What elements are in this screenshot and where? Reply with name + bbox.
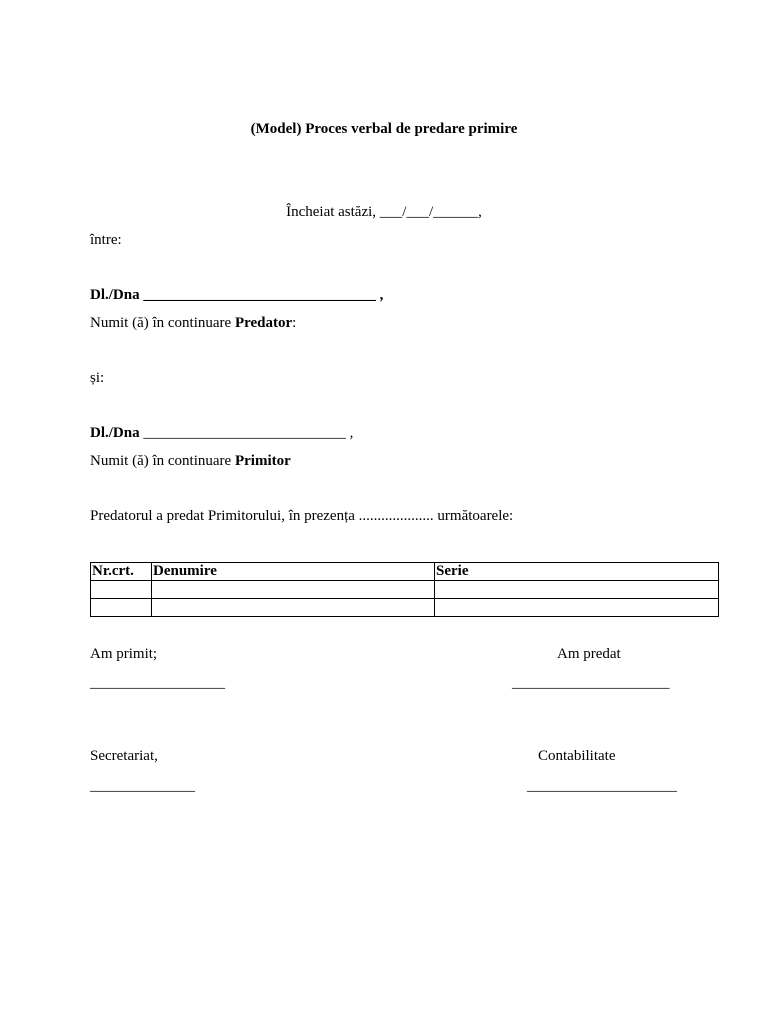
header-denumire: Denumire: [152, 563, 435, 581]
secretariat-signature-line: ______________: [90, 778, 195, 794]
table-cell-nr-crt: [91, 599, 152, 617]
table-row: [91, 599, 719, 617]
table-cell-denumire: [152, 599, 435, 617]
primitor-role-line: [90, 452, 291, 470]
si-label: și:: [90, 370, 105, 386]
primitor-name-line: [90, 424, 353, 442]
table-cell-serie: [435, 581, 719, 599]
contabilitate-label: Contabilitate: [538, 748, 616, 764]
table-row: [91, 581, 719, 599]
table-cell-denumire: [152, 581, 435, 599]
items-table: [90, 562, 719, 617]
predator-role: Predator: [234, 315, 293, 331]
document-title: (Model) Proces verbal de predare primire: [250, 121, 518, 137]
predator-name-line: [90, 286, 383, 304]
predator-numit-text: Numit (ă) în continuare: [90, 315, 235, 331]
header-serie: Serie: [435, 563, 719, 581]
am-predat-signature-line: _____________________: [512, 675, 670, 691]
header-nr-crt: Nr.crt.: [91, 563, 152, 581]
handover-statement: Predatorul a predat Primitorului, în prezența .................... următoarele:: [90, 508, 514, 524]
primitor-name-blank: ___________________________ ,: [139, 425, 354, 441]
primitor-prefix: Dl./Dna: [90, 425, 140, 441]
predator-role-line: [90, 314, 296, 332]
am-primit-signature-line: __________________: [90, 675, 225, 691]
predator-role-suffix: :: [292, 315, 297, 331]
secretariat-label: Secretariat,: [90, 748, 158, 764]
table-cell-nr-crt: [91, 581, 152, 599]
date-line: Încheiat astăzi, ___/___/______,: [286, 204, 482, 220]
intre-label: între:: [90, 232, 122, 248]
am-primit-label: Am primit;: [90, 646, 158, 662]
primitor-numit-text: Numit (ă) în continuare: [90, 453, 235, 469]
table-cell-serie: [435, 599, 719, 617]
predator-name-blank: _______________________________ ,: [139, 287, 384, 303]
table-header-row: [91, 563, 719, 581]
predator-prefix: Dl./Dna: [90, 287, 140, 303]
am-predat-label: Am predat: [557, 646, 621, 662]
primitor-role: Primitor: [234, 453, 291, 469]
contabilitate-signature-line: ____________________: [527, 778, 677, 794]
